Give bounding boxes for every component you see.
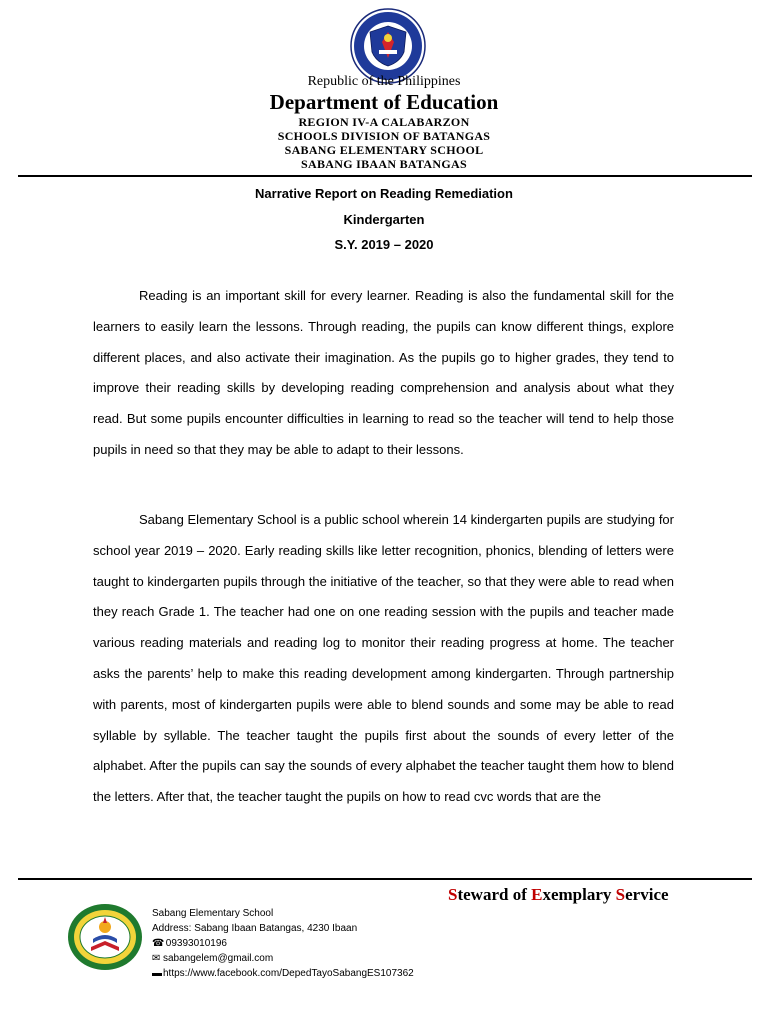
footer-email-row <box>152 951 414 966</box>
division-label: SCHOOLS DIVISION OF BATANGAS <box>277 129 491 143</box>
school-seal-icon <box>67 903 143 971</box>
school-label: SABANG ELEMENTARY SCHOOL <box>284 143 484 157</box>
motto: Steward of Exemplary Service <box>448 885 669 904</box>
footer-address: Address: Sabang Ibaan Batangas, 4230 Ibaan <box>152 923 358 934</box>
footer-facebook-row <box>152 966 414 981</box>
footer-phone: 09393010196 <box>165 938 227 949</box>
report-school-year: S.Y. 2019 – 2020 <box>334 237 434 252</box>
body-paragraph: Reading is an important skill for every learner. Reading is also the fundamental skill for the learners to easily learn the lessons. Through reading, the pupils can know different things, explore different places, and also activate their imagination. As the pupils go to higher grades, they tend to improve their reading skills by developing reading comprehension and analysis about what they read. But some pupils encounter difficulties in learning to read so the teacher will tend to help those pupils in need so that they may be able to adapt to their lessons. <box>93 288 674 457</box>
footer-phone-row <box>152 936 414 951</box>
envelope-icon: ✉ <box>152 953 161 964</box>
deped-seal-icon <box>350 8 426 84</box>
region-label: REGION IV-A CALABARZON <box>298 115 470 129</box>
header-divider <box>18 175 752 177</box>
report-grade: Kindergarten <box>343 212 425 227</box>
department-title: Department of Education <box>269 90 499 114</box>
school-address-label: SABANG IBAAN BATANGAS <box>301 157 467 171</box>
phone-icon: ☎ <box>152 938 165 949</box>
computer-icon: ▬ <box>152 968 162 979</box>
report-title: Narrative Report on Reading Remediation <box>255 186 513 201</box>
body-paragraph: Sabang Elementary School is a public school wherein 14 kindergarten pupils are studying for school year 2019 – 2020. Early reading skills like letter recognition, phonics, blending of letters were taught to kindergarten pupils through the initiative of the teacher, so that they were able to read when they reach Grade 1. The teacher had one on one reading session with the pupils and teacher made various reading materials and reading log to monitor their reading progress at home. The teacher asks the parents’ help to make this reading development among kindergarten. Through partnership with parents, most of kindergarten pupils were able to blend sounds and some may be able to read syllable by syllable. The teacher taught the pupils first about the sounds of every letter of the alphabet. After the pupils can say the sounds of every alphabet the teacher taught them how to blend the letters. After that, the teacher taught the pupils on how to read cvc words that are the <box>93 512 674 805</box>
footer-facebook-link[interactable]: https://www.facebook.com/DepedTayoSabangES107362 <box>163 968 414 979</box>
contact-block <box>152 906 414 981</box>
republic-label: Republic of the Philippines <box>307 74 461 89</box>
footer-email[interactable]: sabangelem@gmail.com <box>163 953 274 964</box>
footer-school-name: Sabang Elementary School <box>152 908 274 919</box>
footer-divider <box>18 878 752 880</box>
